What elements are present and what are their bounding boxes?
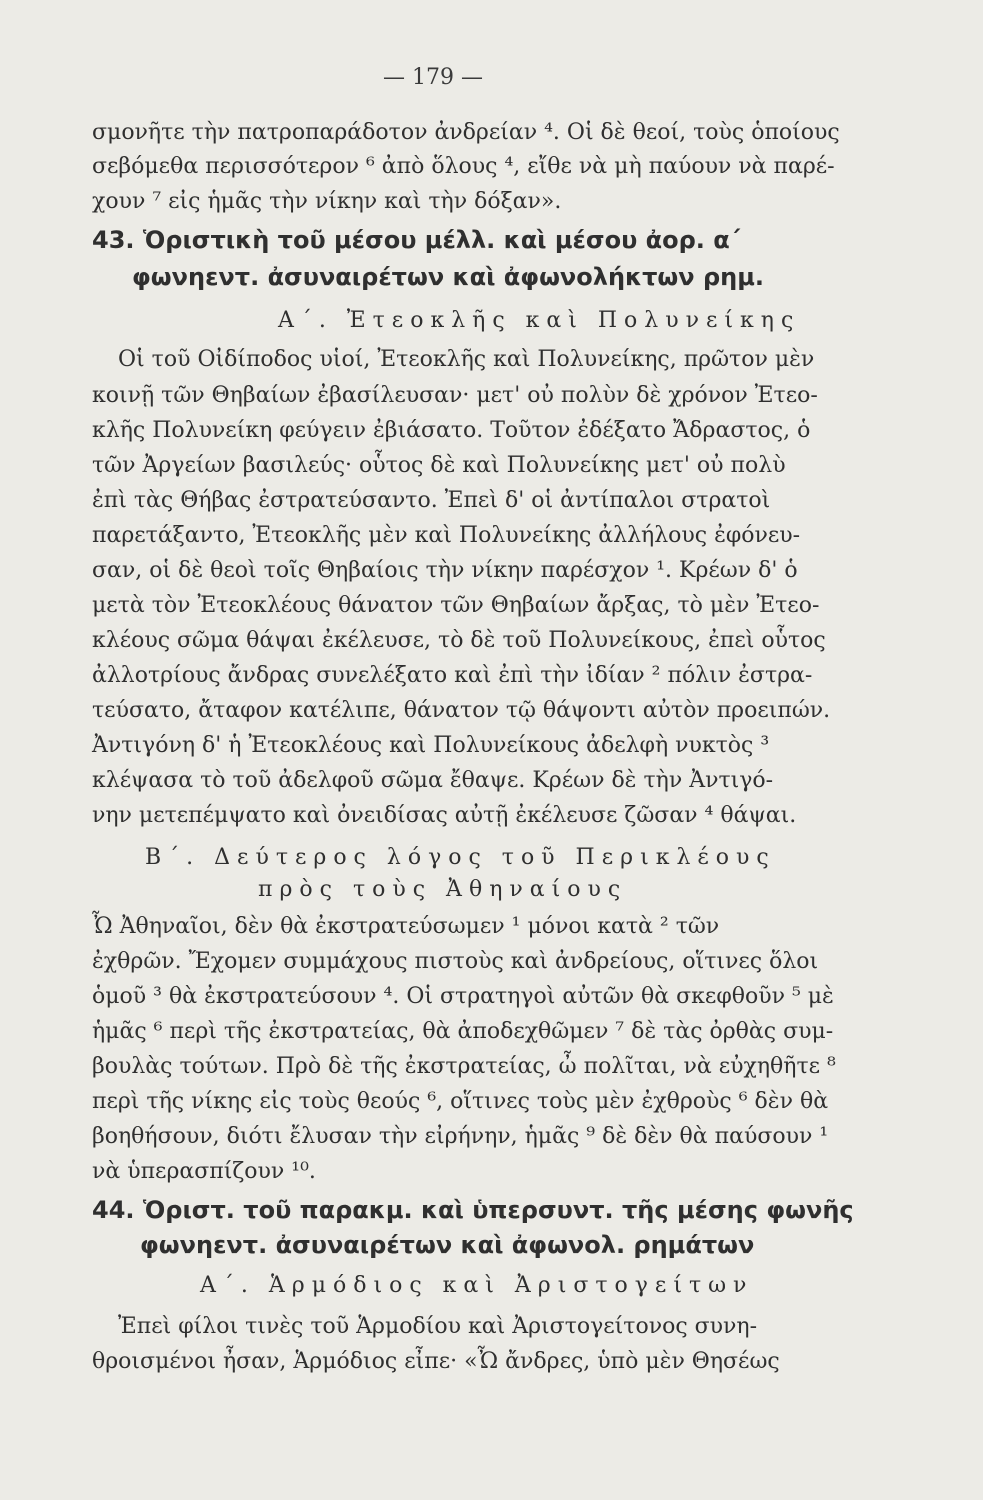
text-line: ἀλλοτρίους ἄνδρας συνελέξατο καὶ ἐπὶ τὴν ἰδίαν ² πόλιν ἐστρα- bbox=[92, 663, 813, 688]
text-line: σμονῆτε τὴν πατροπαράδοτον ἀνδρείαν ⁴. Οἱ δὲ θεοί, τοὺς ὁποίους bbox=[92, 120, 840, 145]
text-line: κλέους σῶμα θάψαι ἐκέλευσε, τὸ δὲ τοῦ Πολυνείκους, ἐπεὶ οὗτος bbox=[92, 628, 826, 653]
text-line: ἡμᾶς ⁶ περὶ τῆς ἐκστρατείας, θὰ ἀποδεχθῶμεν ⁷ δὲ τὰς ὀρθὰς συμ- bbox=[92, 1019, 834, 1044]
text-line: μετὰ τὸν Ἐτεοκλέους θάνατον τῶν Θηβαίων ἄρξας, τὸ μὲν Ἐτεο- bbox=[92, 593, 820, 618]
text-line: Ὦ Ἀθηναῖοι, δὲν θὰ ἐκστρατεύσωμεν ¹ μόνοι κατὰ ² τῶν bbox=[92, 914, 720, 939]
text-line: κοινῇ τῶν Θηβαίων ἐβασίλευσαν· μετ' οὐ πολὺν δὲ χρόνον Ἐτεο- bbox=[92, 383, 818, 408]
section-44-heading: 44. Ὁριστ. τοῦ παρακμ. καὶ ὑπερσυντ. τῆς μέσης φωνῆς bbox=[92, 1196, 854, 1224]
text-line: σαν, οἱ δὲ θεοὶ τοῖς Θηβαίοις τὴν νίκην παρέσχον ¹. Κρέων δ' ὁ bbox=[92, 558, 798, 583]
subheading-pericles-cont: πρὸς τοὺς Ἀθηναίους bbox=[258, 877, 628, 902]
text-line: χουν ⁷ εἰς ἡμᾶς τὴν νίκην καὶ τὴν δόξαν». bbox=[92, 189, 562, 214]
text-line: βοηθήσουν, διότι ἔλυσαν τὴν εἰρήνην, ἡμᾶς ⁹ δὲ δὲν θὰ παύσουν ¹ bbox=[92, 1124, 829, 1149]
subheading-pericles: Β΄. Δεύτερος λόγος τοῦ Περικλέους bbox=[145, 845, 776, 870]
page-number: — 179 — bbox=[383, 65, 483, 90]
text-line: τῶν Ἀργείων βασιλεύς· οὗτος δὲ καὶ Πολυνείκης μετ' οὐ πολὺ bbox=[92, 453, 786, 478]
text-line: Ἐπεὶ φίλοι τινὲς τοῦ Ἁρμοδίου καὶ Ἀριστογείτονος συνη- bbox=[118, 1314, 758, 1339]
text-line: περὶ τῆς νίκης εἰς τοὺς θεούς ⁶, οἵτινες τοὺς μὲν ἐχθροὺς ⁶ δὲν θὰ bbox=[92, 1089, 829, 1114]
text-line: ἐχθρῶν. Ἔχομεν συμμάχους πιστοὺς καὶ ἀνδρείους, οἵτινες ὅλοι bbox=[92, 949, 819, 974]
text-line: ὁμοῦ ³ θὰ ἐκστρατεύσουν ⁴. Οἱ στρατηγοὶ αὐτῶν θὰ σκεφθοῦν ⁵ μὲ bbox=[92, 984, 834, 1009]
text-line: κλέψασα τὸ τοῦ ἀδελφοῦ σῶμα ἔθαψε. Κρέων δὲ τὴν Ἀντιγό- bbox=[92, 768, 774, 793]
text-line: Οἱ τοῦ Οἰδίποδος υἱοί, Ἐτεοκλῆς καὶ Πολυνείκης, πρῶτον μὲν bbox=[118, 347, 815, 372]
text-line: νην μετεπέμψατο καὶ ὀνειδίσας αὐτῇ ἐκέλευσε ζῶσαν ⁴ θάψαι. bbox=[92, 803, 797, 828]
subheading-eteocles: Α΄. Ἐτεοκλῆς καὶ Πολυνείκης bbox=[278, 308, 801, 333]
text-line: παρετάξαντο, Ἐτεοκλῆς μὲν καὶ Πολυνείκης ἀλλήλους ἐφόνευ- bbox=[92, 523, 801, 548]
text-line: τεύσατο, ἄταφον κατέλιπε, θάνατον τῷ θάψοντι αὐτὸν προειπών. bbox=[92, 698, 831, 723]
subheading-harmodius: Α΄. Ἁρμόδιος καὶ Ἀριστογείτων bbox=[200, 1273, 754, 1298]
text-line: θροισμένοι ἦσαν, Ἁρμόδιος εἶπε· «Ὦ ἄνδρες, ὑπὸ μὲν Θησέως bbox=[92, 1349, 780, 1374]
section-43-heading: 43. Ὁριστικὴ τοῦ μέσου μέλλ. καὶ μέσου ἀορ. α΄ bbox=[92, 226, 741, 254]
text-line: βουλὰς τούτων. Πρὸ δὲ τῆς ἐκστρατείας, ὦ πολῖται, νὰ εὐχηθῆτε ⁸ bbox=[92, 1054, 836, 1079]
text-line: Ἀντιγόνη δ' ἡ Ἐτεοκλέους καὶ Πολυνείκους ἀδελφὴ νυκτὸς ³ bbox=[92, 733, 770, 758]
section-43-heading-cont: φωνηεντ. ἀσυναιρέτων καὶ ἀφωνολήκτων ρημ. bbox=[132, 263, 765, 291]
text-line: ἐπὶ τὰς Θήβας ἐστρατεύσαντο. Ἐπεὶ δ' οἱ ἀντίπαλοι στρατοὶ bbox=[92, 488, 771, 513]
text-line: σεβόμεθα περισσότερον ⁶ ἀπὸ ὅλους ⁴, εἴθε νὰ μὴ παύουν νὰ παρέ- bbox=[92, 154, 835, 179]
text-line: κλῆς Πολυνείκη φεύγειν ἐβιάσατο. Τοῦτον ἐδέξατο Ἄδραστος, ὁ bbox=[92, 418, 811, 443]
section-44-heading-cont: φωνηεντ. ἀσυναιρέτων καὶ ἀφωνολ. ρημάτων bbox=[140, 1231, 755, 1259]
text-line: νὰ ὑπερασπίζουν ¹⁰. bbox=[92, 1159, 316, 1184]
